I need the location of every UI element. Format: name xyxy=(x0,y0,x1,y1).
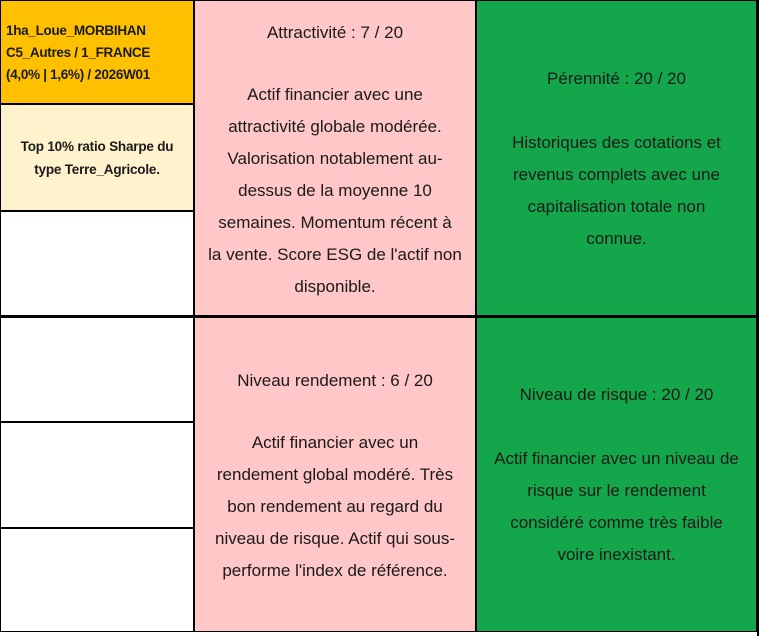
attractivite-line: attractivité globale modérée. xyxy=(228,117,442,136)
rendement-line: Actif financier avec un xyxy=(251,433,419,452)
perennite-line: connue. xyxy=(586,229,647,248)
perennite-title: Pérennité : 20 / 20 xyxy=(547,69,686,88)
attractivite-line: dessus de la moyenne 10 xyxy=(238,181,432,200)
risque-line: risque sur le rendement xyxy=(527,481,706,500)
empty-cell xyxy=(0,422,194,528)
perennite-line: capitalisation totale non xyxy=(527,197,706,216)
row-divider xyxy=(0,315,759,318)
asset-period: (4,0% | 1,6%) / 2026W01 xyxy=(6,67,150,82)
ranking-cell xyxy=(0,104,194,211)
rendement-panel xyxy=(194,316,476,632)
rendement-line: performe l'index de référence. xyxy=(222,561,448,580)
empty-cell xyxy=(0,316,194,422)
ranking-line-1: Top 10% ratio Sharpe du xyxy=(20,138,174,154)
rendement-line: rendement global modéré. Très xyxy=(216,465,454,484)
attractivite-line: Actif financier avec une xyxy=(247,85,423,104)
perennite-line: Historiques des cotations et xyxy=(512,133,721,152)
asset-identifier-cell xyxy=(0,0,194,104)
attractivite-line: disponible. xyxy=(294,277,376,296)
rendement-line: niveau de risque. Actif qui sous- xyxy=(214,529,456,548)
risque-title: Niveau de risque : 20 / 20 xyxy=(519,385,714,404)
empty-cell xyxy=(0,211,194,316)
empty-cell xyxy=(0,528,194,632)
attractivite-line: Valorisation notablement au- xyxy=(227,149,443,168)
perennite-panel xyxy=(476,0,757,316)
attractivite-line: semaines. Momentum récent à xyxy=(218,213,452,232)
asset-category: C5_Autres / 1_FRANCE xyxy=(6,45,151,60)
risque-line: considéré comme très faible xyxy=(510,513,723,532)
risque-line: Actif financier avec un niveau de xyxy=(494,449,739,468)
ranking-line-2: type Terre_Agricole. xyxy=(34,161,160,177)
rendement-title: Niveau rendement : 6 / 20 xyxy=(237,371,433,390)
risque-panel xyxy=(476,316,757,632)
risque-line: voire inexistant. xyxy=(557,545,676,564)
attractivite-panel xyxy=(194,0,476,316)
perennite-line: revenus complets avec une xyxy=(513,165,720,184)
attractivite-line: la vente. Score ESG de l'actif non xyxy=(208,245,462,264)
asset-name: 1ha_Loue_MORBIHAN xyxy=(6,23,146,38)
attractivite-title: Attractivité : 7 / 20 xyxy=(266,23,404,42)
rendement-line: bon rendement au regard du xyxy=(227,497,443,516)
